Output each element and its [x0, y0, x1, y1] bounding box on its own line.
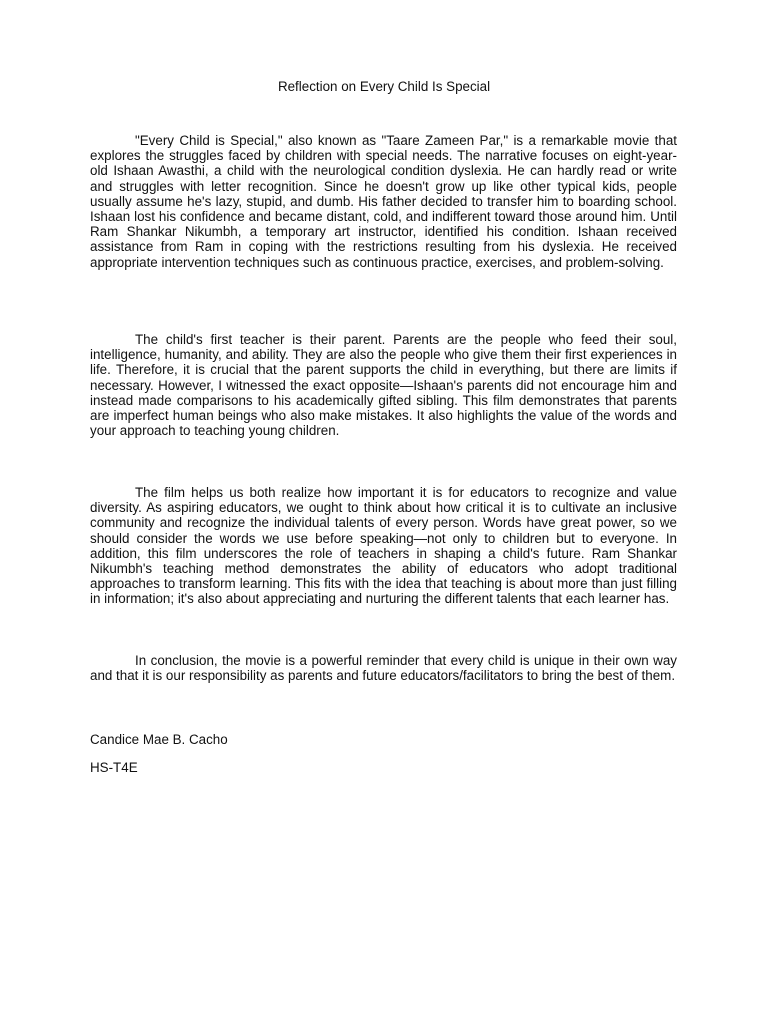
paragraph-conclusion: In conclusion, the movie is a powerful reminder that every child is unique in their own way and that it is our responsibility as parents and future educators/facilitators to bring the best of them. — [90, 653, 677, 684]
author-name: Candice Mae B. Cacho — [90, 732, 228, 747]
author-section: HS-T4E — [90, 760, 138, 775]
paragraph-educators: The film helps us both realize how important it is for educators to recognize and value diversity. As aspiring educators, we ought to think about how critical it is to cultivate an inclusive community and recognize the individual talents of every person. Words have great power, so we should consider the words we use before speaking—not only to children but to everyone. In addition, this film underscores the role of teachers in shaping a child's future. Ram Shankar Nikumbh's teaching method demonstrates the ability of educators who adopt traditional approaches to transform learning. This fits with the idea that teaching is about more than just filling in information; it's also about appreciating and nurturing the different talents that each learner has. — [90, 485, 677, 607]
paragraph-parents: The child's first teacher is their parent. Parents are the people who feed their soul, intelligence, humanity, and ability. They are also the people who give them their first experiences in life. Therefore, it is crucial that the parent supports the child in everything, but there are limits if necessary. However, I witnessed the exact opposite—Ishaan's parents did not encourage him and instead made comparisons to his academically gifted sibling. This film demonstrates that parents are imperfect human beings who also make mistakes. It also highlights the value of the words and your approach to teaching young children. — [90, 332, 677, 439]
document-title: Reflection on Every Child Is Special — [277, 79, 491, 94]
paragraph-introduction: "Every Child is Special," also known as "Taare Zameen Par," is a remarkable movie that explores the struggles faced by children with special needs. The narrative focuses on eight-year-old Ishaan Awasthi, a child with the neurological condition dyslexia. He can hardly read or write and struggles with letter recognition. Since he doesn't grow up like other typical kids, people usually assume he's lazy, stupid, and dumb. His father decided to transfer him to boarding school. Ishaan lost his confidence and became distant, cold, and indifferent toward those around him. Until Ram Shankar Nikumbh, a temporary art instructor, identified his condition. Ishaan received assistance from Ram in coping with the restrictions resulting from his dyslexia. He received appropriate intervention techniques such as continuous practice, exercises, and problem-solving. — [90, 133, 677, 270]
